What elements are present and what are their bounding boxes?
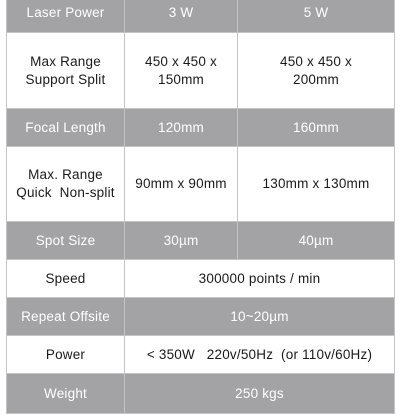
cell-value-5w: 5 W bbox=[238, 0, 395, 33]
cell-value-shared: 250 kgs bbox=[125, 374, 395, 414]
cell-line: 450 x 450 x bbox=[279, 53, 352, 69]
cell-line: 200mm bbox=[292, 71, 339, 87]
row-label: Weight bbox=[7, 374, 125, 414]
row-label: Spot Size bbox=[7, 222, 125, 260]
row-max-range-nonsplit bbox=[7, 147, 395, 222]
cell-value-shared: 300000 points / min bbox=[125, 260, 395, 298]
laser-spec-table bbox=[6, 0, 395, 414]
row-focal-length bbox=[7, 109, 395, 147]
cell-value-5w bbox=[238, 33, 395, 109]
row-weight bbox=[7, 374, 395, 414]
row-label: Power bbox=[7, 336, 125, 374]
cell-value-3w: 30µm bbox=[125, 222, 238, 260]
row-label-line: Max Range bbox=[30, 53, 101, 69]
row-label: Focal Length bbox=[7, 109, 125, 147]
row-laser-power bbox=[7, 0, 395, 33]
row-label: Speed bbox=[7, 260, 125, 298]
row-power bbox=[7, 336, 395, 374]
row-label bbox=[7, 33, 125, 109]
row-label-line: Max. Range bbox=[28, 167, 103, 182]
row-label-line: Quick Non-split bbox=[16, 185, 115, 200]
cell-line: 450 x 450 x bbox=[144, 53, 217, 69]
cell-value-3w: 3 W bbox=[125, 0, 238, 33]
row-label: Laser Power bbox=[7, 0, 125, 33]
row-speed bbox=[7, 260, 395, 298]
cell-line: 150mm bbox=[157, 71, 204, 87]
row-spot-size bbox=[7, 222, 395, 260]
cell-value-3w: 120mm bbox=[125, 109, 238, 147]
cell-value-3w bbox=[125, 33, 238, 109]
cell-value-shared: < 350W 220v/50Hz (or 110v/60Hz) bbox=[125, 336, 395, 374]
row-label-line: Support Split bbox=[25, 71, 106, 87]
cell-value-5w: 130mm x 130mm bbox=[238, 147, 395, 222]
row-max-range-split bbox=[7, 33, 395, 109]
cell-value-shared: 10~20µm bbox=[125, 298, 395, 336]
row-label bbox=[7, 147, 125, 222]
row-label: Repeat Offsite bbox=[7, 298, 125, 336]
cell-value-5w: 40µm bbox=[238, 222, 395, 260]
row-repeat-offsite bbox=[7, 298, 395, 336]
cell-value-5w: 160mm bbox=[238, 109, 395, 147]
cell-value-3w: 90mm x 90mm bbox=[125, 147, 238, 222]
